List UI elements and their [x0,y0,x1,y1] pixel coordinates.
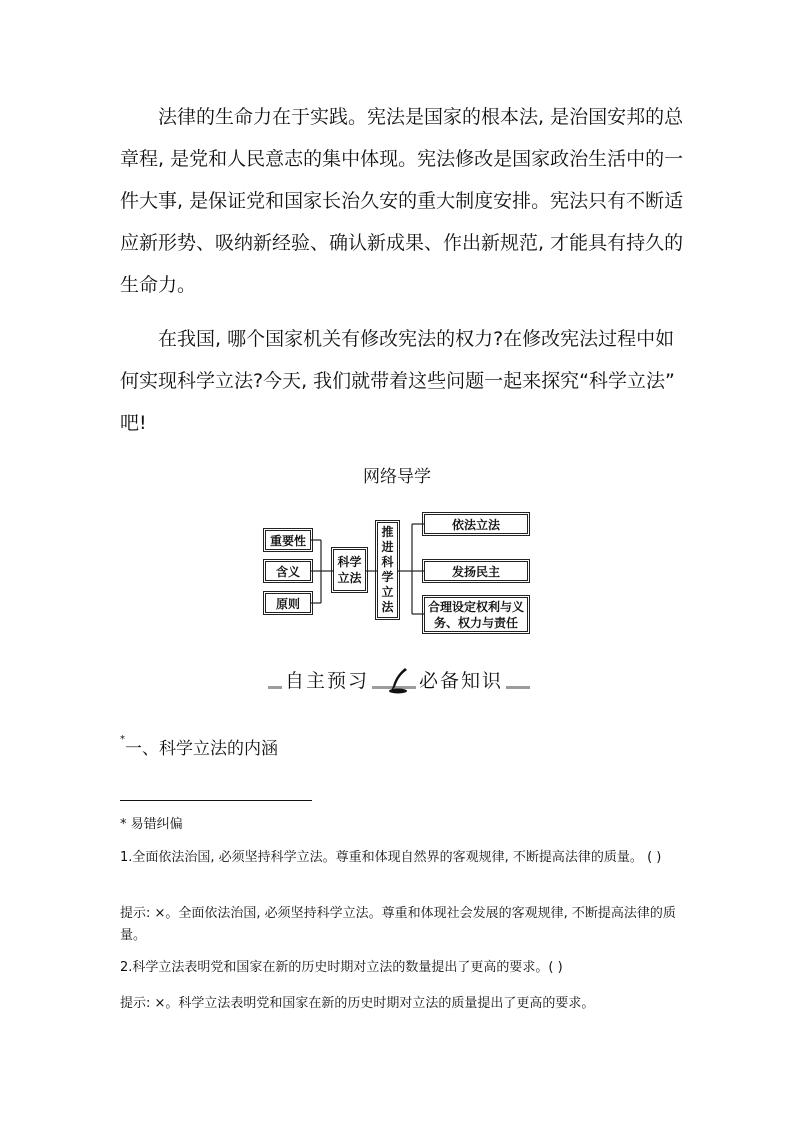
mindmap-node-democracy [424,561,528,581]
intro-line: 应新形势、吸纳新经验、确认新成果、作出新规范, 才能具有持久的 [120,232,684,254]
mindmap-node-label: 含义 [275,564,300,579]
section-heading [120,734,278,759]
question-line: 何实现科学立法?今天, 我们就带着这些问题一起来探究“科学立法” [120,370,675,392]
section-title: 一、科学立法的内涵 [125,739,278,759]
question-paragraph [120,318,680,444]
mindmap-node-meaning [265,561,311,581]
question-line: 在我国, 哪个国家机关有修改宪法的权力?在修改宪法过程中如 [158,328,675,350]
mindmap-node-label: 科学立法 [337,555,362,585]
intro-line: 件大事, 是保证党和国家长治久安的重大制度安排。宪法只有不断适 [120,190,684,212]
intro-line: 法律的生命力在于实践。宪法是国家的根本法, 是治国安邦的总 [158,106,684,128]
banner-left-text: 自主预习 [282,666,372,693]
footnote-question-2: 2.科学立法表明党和国家在新的历史时期对立法的数量提出了更高的要求。( ) [120,960,563,975]
mindmap-node-label: 依法立法 [451,517,500,532]
footnote-answer-1: 提示: ×。全面依法治国, 必须坚持科学立法。尊重和体现社会发展的客观规律, 不断提高法律的质量。 [120,906,676,943]
mindmap-node-label: 重要性 [269,533,306,548]
mindmap-node-center [333,549,366,591]
footnote-marker: * [120,734,125,745]
mindmap-title: 网络导学 [363,467,431,487]
mindmap-node-importance [265,530,311,550]
intro-paragraph [120,96,684,306]
mindmap-node-label: 推进科学立法 [381,525,394,614]
mindmap-node-principle [265,593,311,613]
mindmap-node-label: 发扬民主 [451,564,500,579]
footnote-question-1: 1.全面依法治国, 必须坚持科学立法。尊重和体现自然界的客观规律, 不断提高法律的质量。 ( ) [120,850,662,865]
mindmap-node-rights [424,597,528,632]
question-line: 吧! [120,412,147,434]
quill-pen-icon [386,666,410,694]
mindmap-node-lawful [424,514,528,534]
mindmap-node-label: 合理设定权利与义务、权力与责任 [428,599,525,630]
banner-right-text: 必备知识 [416,666,506,693]
section-banner [268,666,530,696]
intro-line: 生命力。 [120,274,197,296]
mindmap-node-label: 原则 [275,596,300,611]
footnote-answer-2: 提示: ×。科学立法表明党和国家在新的历史时期对立法的质量提出了更高的要求。 [120,996,595,1011]
footnote-label: * 易错纠偏 [120,817,183,832]
intro-line: 章程, 是党和人民意志的集中体现。宪法修改是国家政治生活中的一 [120,148,684,170]
mindmap-node-promote [377,522,398,618]
footnote-divider [120,800,312,801]
